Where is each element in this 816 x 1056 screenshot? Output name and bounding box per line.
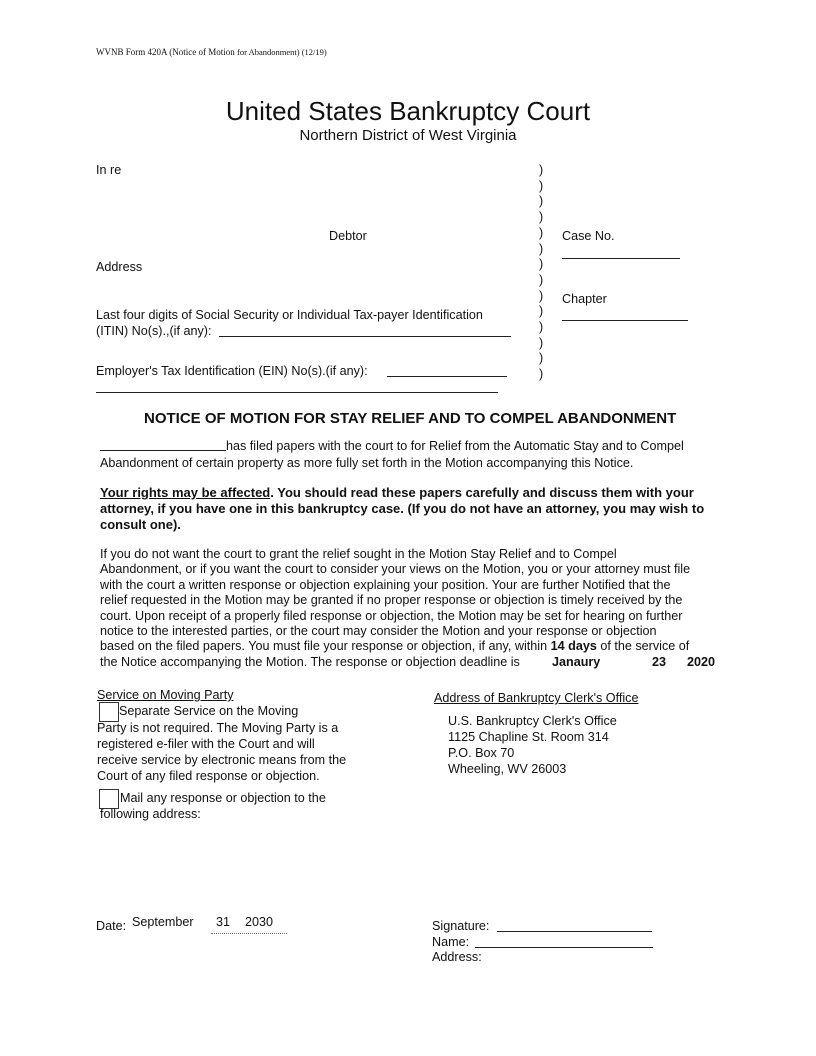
service-heading-text: Service on Moving Party	[97, 688, 234, 702]
ssn-line-1: Last four digits of Social Security or Individual Tax-payer Identification	[96, 308, 483, 322]
form-desc-b: for Abandonment) (12/19)	[237, 47, 327, 57]
chapter-label: Chapter	[562, 292, 607, 306]
p3-line: relief requested in the Motion may be granted if no proper response or objection is timely received by the	[100, 593, 683, 608]
case-no-label: Case No.	[562, 229, 615, 243]
ssn-line-2: (ITIN) No(s).,(if any):	[96, 324, 212, 338]
chapter-field[interactable]	[562, 320, 688, 321]
paren: )	[539, 257, 544, 272]
rights-line-1-rest: . You should read these papers carefully and discuss them with your	[270, 485, 694, 500]
p1-line-1: has filed papers with the court to for Relief from the Automatic Stay and to Compel	[226, 439, 684, 453]
signature-label: Signature:	[432, 919, 490, 933]
paren: )	[539, 272, 544, 287]
movant-name-field[interactable]	[100, 450, 226, 451]
clerk-address	[448, 713, 617, 777]
deadline-day[interactable]: 23	[652, 655, 667, 669]
service-heading	[97, 688, 234, 702]
paren: )	[539, 304, 544, 319]
paren: )	[539, 335, 544, 350]
ssn-field[interactable]	[219, 336, 511, 337]
paren: )	[539, 320, 544, 335]
paren: )	[539, 163, 544, 177]
court-district	[0, 127, 816, 144]
clerk-line: U.S. Bankruptcy Clerk's Office	[448, 714, 617, 728]
sep-line: registered e-filer with the Court and will	[97, 737, 315, 751]
p3-line-7	[100, 639, 690, 654]
p3-line: with the court a written response or objection explaining your position. Your are further Notified that the	[100, 577, 671, 592]
p3-line: court. Upon receipt of a properly filed response or objection, the Motion may be set for hearing on further	[100, 608, 683, 623]
p3-block	[100, 547, 690, 670]
district-b: District of	[362, 127, 425, 144]
sep-block	[97, 720, 346, 784]
clerk-line: P.O. Box 70	[448, 746, 515, 760]
paren: )	[539, 351, 544, 366]
form-id-text: WVNB Form 420A	[96, 47, 168, 57]
rights-line-2: attorney, if you have one in this bankruptcy case. (If you do not have an attorney, you may wish to	[100, 501, 705, 516]
mail-line-2: following address:	[100, 807, 201, 821]
deadline-days: 14 days	[550, 639, 597, 654]
notice-title-b: FOR STAY RELIEF AND TO COMPEL ABANDONMENT	[294, 410, 677, 427]
sep-line: receive service by electronic means from the	[97, 753, 347, 767]
ein-label: Employer's Tax Identification (EIN) No(s).(if any):	[96, 364, 368, 378]
clerk-line: 1125 Chapline St. Room 314	[448, 730, 609, 744]
deadline-month[interactable]: Janaury	[552, 655, 601, 669]
clerk-line: Wheeling, WV 26003	[448, 762, 567, 776]
ein-extra-field[interactable]	[96, 392, 498, 393]
paren: )	[539, 367, 544, 382]
paren: )	[539, 178, 544, 193]
paren: )	[539, 288, 544, 303]
date-underline	[211, 933, 287, 934]
address-label: Address	[96, 260, 143, 274]
separate-service-checkbox[interactable]	[99, 702, 119, 722]
clerk-heading	[434, 691, 638, 705]
mail-response-checkbox[interactable]	[99, 789, 119, 809]
court-title: United States Bankruptcy Court	[225, 96, 591, 126]
form-id	[96, 47, 327, 57]
p3-line: If you do not want the court to grant the relief sought in the Motion Stay Relief and to Compel	[100, 547, 617, 561]
p3-line-7-a: based on the filed papers. You must file your response or objection, if any, within	[100, 639, 548, 654]
in-re-label: In re	[96, 163, 122, 177]
rights-line-3: consult one).	[100, 517, 181, 532]
district-a: Northern	[299, 127, 358, 144]
paren: )	[539, 225, 544, 240]
deadline-year[interactable]: 2020	[687, 655, 716, 669]
paren: )	[539, 241, 544, 256]
sep-line: Court of any filed response or objection.	[97, 769, 320, 783]
p3-line-7-b: of the service of	[600, 639, 690, 654]
p3-line-8: the Notice accompanying the Motion. The response or objection deadline is	[100, 654, 520, 669]
clerk-heading-text: Address of Bankruptcy Clerk's Office	[434, 691, 639, 705]
date-label: Date:	[96, 919, 127, 933]
form-desc-a: (Notice of Motion	[169, 47, 235, 57]
rights-underlined: Your rights may be affected	[100, 485, 271, 500]
debtor-label: Debtor	[329, 229, 367, 243]
district-c: West Virginia	[428, 127, 517, 144]
date-day[interactable]: 31	[216, 915, 231, 929]
signature-field[interactable]	[497, 931, 652, 932]
paren: )	[539, 194, 544, 209]
name-field[interactable]	[475, 947, 653, 948]
sep-line: Party is not required. The Moving Party is a	[97, 721, 339, 735]
date-year[interactable]: 2030	[245, 915, 274, 929]
name-label: Name:	[432, 935, 470, 949]
notice-title-a: NOTICE OF MOTION	[144, 410, 290, 427]
p3-line: Abandonment, or if you want the court to consider your views on the Motion, you or your attorney must file	[100, 562, 691, 577]
address-footer-label: Address:	[432, 950, 482, 964]
mail-line-1: Mail any response or objection to the	[120, 791, 326, 805]
notice-title	[144, 410, 676, 427]
sep-line-1: Separate Service on the Moving	[119, 704, 299, 718]
date-month[interactable]: September	[132, 915, 194, 929]
p3-line: notice to the interested parties, or the court may consider the Motion and your response or objection	[100, 624, 657, 639]
p1-line-2: Abandonment of certain property as more fully set forth in the Motion accompanying this Notice.	[100, 456, 634, 470]
rights-line-1	[100, 485, 694, 500]
paren-column	[539, 163, 543, 383]
paren: )	[539, 210, 544, 225]
case-no-field[interactable]	[562, 258, 680, 259]
ein-field[interactable]	[387, 376, 507, 377]
